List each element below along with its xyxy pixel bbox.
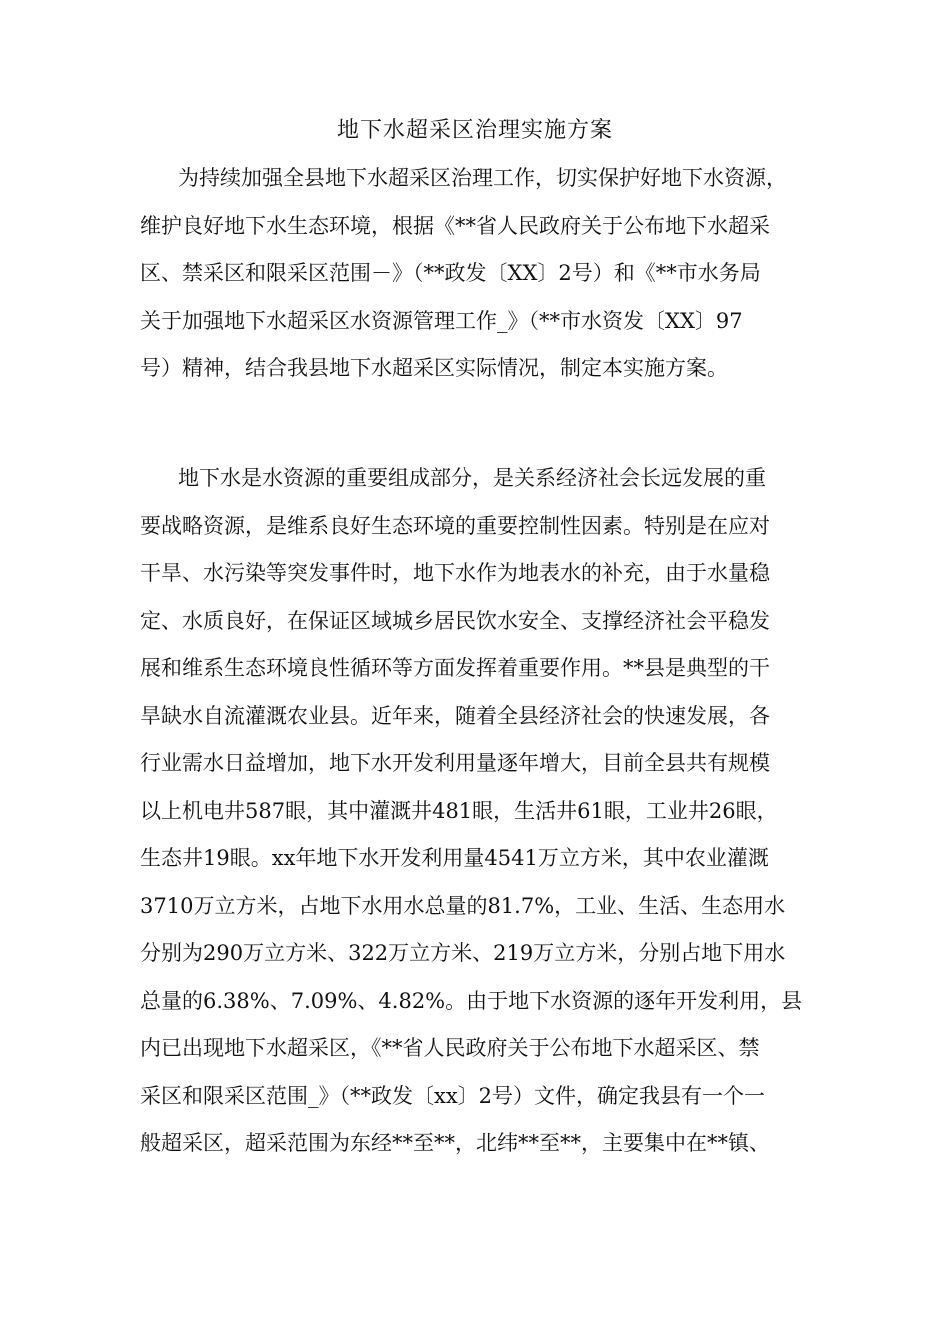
paragraph-line: 采区和限采区范围_》（**政发〔xx〕2号）文件，确定我县有一个一 bbox=[140, 1083, 766, 1108]
paragraph-line: 定、水质良好，在保证区域城乡居民饮水安全、支撑经济社会平稳发 bbox=[140, 608, 770, 633]
paragraph-line: 分别为290万立方米、322万立方米、219万立方米，分别占地下用水 bbox=[140, 941, 786, 965]
paragraph-line: 行业需水日益增加，地下水开发利用量逐年增大，目前全县共有规模 bbox=[140, 751, 770, 775]
paragraph-line: 内已出现地下水超采区，《**省人民政府关于公布地下水超采区、禁 bbox=[140, 1036, 760, 1060]
paragraph-intro bbox=[140, 155, 812, 393]
paragraph-line: 地下水是水资源的重要组成部分，是关系经济社会长远发展的重 bbox=[178, 466, 766, 490]
paragraph-line: 要战略资源，是维系良好生态环境的重要控制性因素。特别是在应对 bbox=[140, 513, 770, 538]
paragraph-line: 维护良好地下水生态环境，根据《**省人民政府关于公布地下水超采 bbox=[140, 213, 770, 238]
paragraph-line: 区、禁采区和限采区范围－》（**政发〔XX〕2号）和《**市水务局 bbox=[140, 261, 761, 285]
paragraph-line: 干旱、水污染等突发事件时，地下水作为地表水的补充，由于水量稳 bbox=[140, 561, 770, 585]
paragraph-line: 旱缺水自流灌溉农业县。近年来，随着全县经济社会的快速发展，各 bbox=[140, 703, 770, 728]
paragraph-line: 总量的6.38%、7.09%、4.82%。由于地下水资源的逐年开发利用，县 bbox=[140, 988, 803, 1013]
paragraph-line: 展和维系生态环境良性循环等方面发挥着重要作用。**县是典型的干 bbox=[140, 656, 770, 680]
paragraph-line: 生态井19眼。xx年地下水开发利用量4541万立方米，其中农业灌溉 bbox=[140, 846, 769, 870]
paragraph-line: 般超采区，超采范围为东经**至**，北纬**至**，主要集中在**镇、 bbox=[140, 1131, 770, 1155]
paragraph-background bbox=[140, 455, 812, 1168]
paragraph-line: 号）精神，结合我县地下水超采区实际情况，制定本实施方案。 bbox=[140, 356, 728, 380]
paragraph-line: 以上机电井587眼，其中灌溉井481眼，生活井61眼，工业井26眼， bbox=[140, 798, 778, 823]
paragraph-line: 关于加强地下水超采区水资源管理工作_》（**市水资发〔XX〕97 bbox=[140, 308, 743, 333]
paragraph-line: 为持续加强全县地下水超采区治理工作，切实保护好地下水资源， bbox=[178, 166, 787, 190]
document-title: 地下水超采区治理实施方案 bbox=[336, 118, 613, 143]
paragraph-line: 3710万立方米，占地下水用水总量的81.7%，工业、生活、生态用水 bbox=[140, 893, 786, 918]
